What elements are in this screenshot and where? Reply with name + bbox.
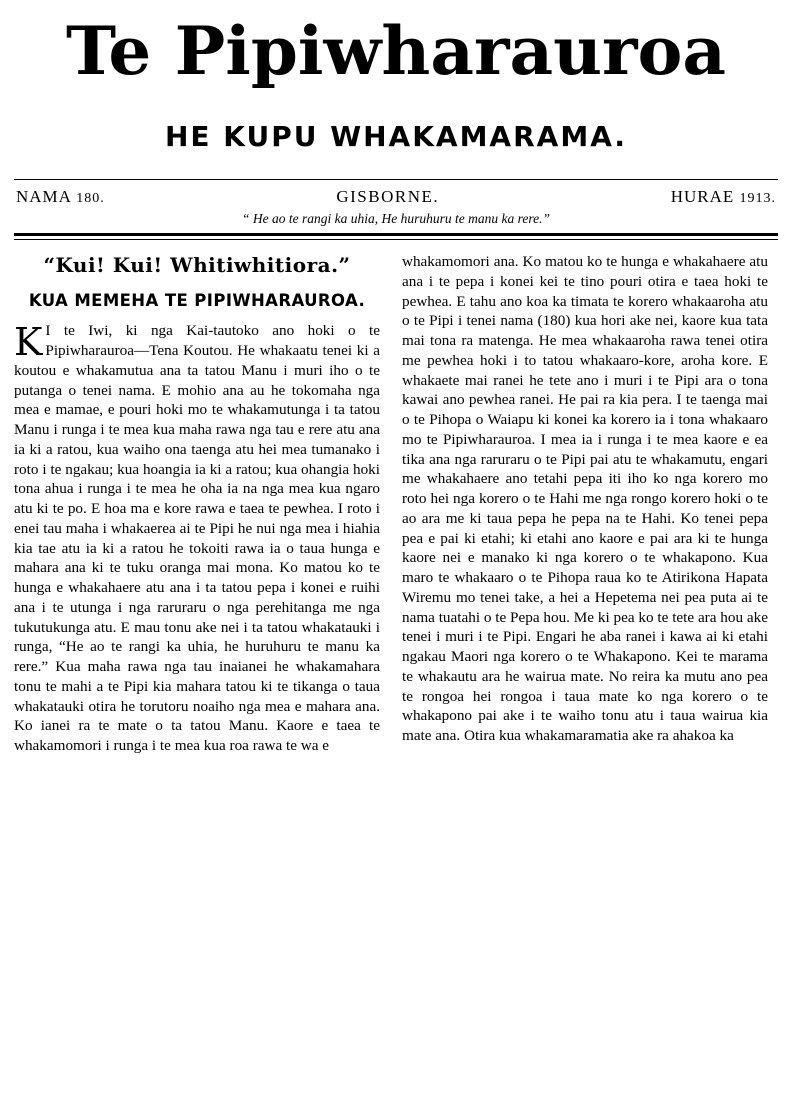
issue-line xyxy=(16,187,776,207)
article-subheadline: KUA MEMEHA TE PIPIWHARAUROA. xyxy=(28,291,366,310)
issue-year: 1913. xyxy=(739,191,776,206)
issue-place: GISBORNE. xyxy=(336,187,440,206)
article-body-left xyxy=(14,321,380,756)
issue-number-label: NAMA xyxy=(16,187,72,206)
issue-number xyxy=(16,187,105,207)
issue-month: HURAE xyxy=(670,187,735,206)
column-left xyxy=(14,252,380,756)
divider-top xyxy=(14,179,778,180)
article-body-right: whakamomori ana. Ko matou ko te hunga e whakahaere atu ana i te pepa i konei kei te tino pouri otira e taea hoki te pewhea. E tahu ano koa ka timata te korero whakaaroha atu o te Pipi i tenei nama (180) kua hori ake nei, kaore kua tata mai tona ra matenga. He mea whakaaroha rawa tenei otira me pewhea hoki i to tatou whakaaro-kore, aroha kore. E whakaete mai ranei he tete ano i muri i te Pipi ara o tona kawai ano pewhea ranei. He pai ra kia pera. I te taenga mai o te Pihopa o Waiapu ki konei ka korero ia i tona whakaaro mo te Pipiwharauroa. I mea ia i runga i te mea kaore e ea tika ana nga raruraru o te Pipi pai atu te whakamutu, engari me whakahaere ano tetahi pepa iti iho ko nga korero mo roto hei nga korero o te Hahi me nga rongo korero hoki o te ao ara me ki taua pepa he pepa na te Hahi. Ko tenei pepa pea e pai ki etahi; ki etahi ano kaore e pai ara ki te hunga kaore nei e manako ki nga korero o te whakapono. Kua maro te whakaaro o te Pihopa raua ko te Atirikona Hapata Wiremu mo tenei take, a hei a Hepetema nei pea puta ai te nama tuatahi o te Pepa hou. Me ki pea ko te tete ara hou ake tenei i muri i te Pipi. Engari he aba ranei i kawa ai ki etahi ngakau Maori nga korero o te Whakapono. Kei te marama te whakautu ara he wairua mate. No reira ka mutu ano pea te rongoa hei rongoa i taua mate ko nga korero o te whakapono pai ake i te waiho tonu atu i taua wairua kia mate ana. Otira kua whakamaramatia ake ra ahakoa ka xyxy=(402,253,768,744)
masthead-motto: “ He ao te rangi ka uhia, He huruhuru te manu ka rere.” xyxy=(242,211,550,226)
masthead-subtitle: HE KUPU WHAKAMARAMA. xyxy=(164,120,628,153)
article-columns xyxy=(14,252,778,756)
issue-date xyxy=(671,187,776,207)
masthead-title: Te Pipiwharauroa xyxy=(65,12,727,90)
masthead xyxy=(0,0,792,153)
drop-cap: K xyxy=(14,320,43,365)
issue-number-value: 180. xyxy=(76,191,105,206)
column-right xyxy=(402,252,768,756)
divider-double xyxy=(14,233,778,240)
article-headline: “Kui! Kui! Whitiwhitiora.” xyxy=(43,253,351,277)
article-body-left-text: I te Iwi, ki nga Kai-tautoko ano hoki o te Pipiwharauroa—Tena Koutou. He whakaatu tenei ki a koutou e whakamutua ana ta tatou Manu i muri iho o te putanga o tenei nama. E mohio ana au he tokomaha nga mea e mamae, e pouri hoki mo te whakamutunga i ta tatou Manu i runga i te mea kua maha rawa nga tau e rere atu ana ia ki a ratou, kua waiho ona taenga atu hei mea tumanako i roto i te ngakau; kua hoangia ia ki a ratou; kua ohangia hoki tona ahua i runga i te mea he oha ia na nga mea kua ngaro atu ki te po. E hoa ma e kore rawa e taea te pewhea. I roto i enei tau maha i whakaerea ai te Pipi he nui nga mea i hiahia kia tae atu ia ki a ratou he tokoiti rawa ia o taua hunga e mahara ana ki te tuku oranga mai mona. Ko matou ko te hunga e whakahaere atu ana i ta tatou pepa i konei e ruihi ana i te utunga i nga raruraru o nga perehitanga me nga tukutukunga atu. E mau tonu ake nei i ta tatou whakatauki i runga, “He ao te rangi ka uhia, he huruhuru te manu ka rere.” Kua maha rawa nga tau inaianei he whakamahara tonu te mahi a te Pipi kia mahara tatou ki te tikanga o taua whakatauki otira he torutoru noaiho nga mea e mahara ana. Ko ianei ra te mate o ta tatou Manu. Kaore e taea te whakamomori i runga i te mea kua roa rawa te wa e xyxy=(14,322,380,755)
